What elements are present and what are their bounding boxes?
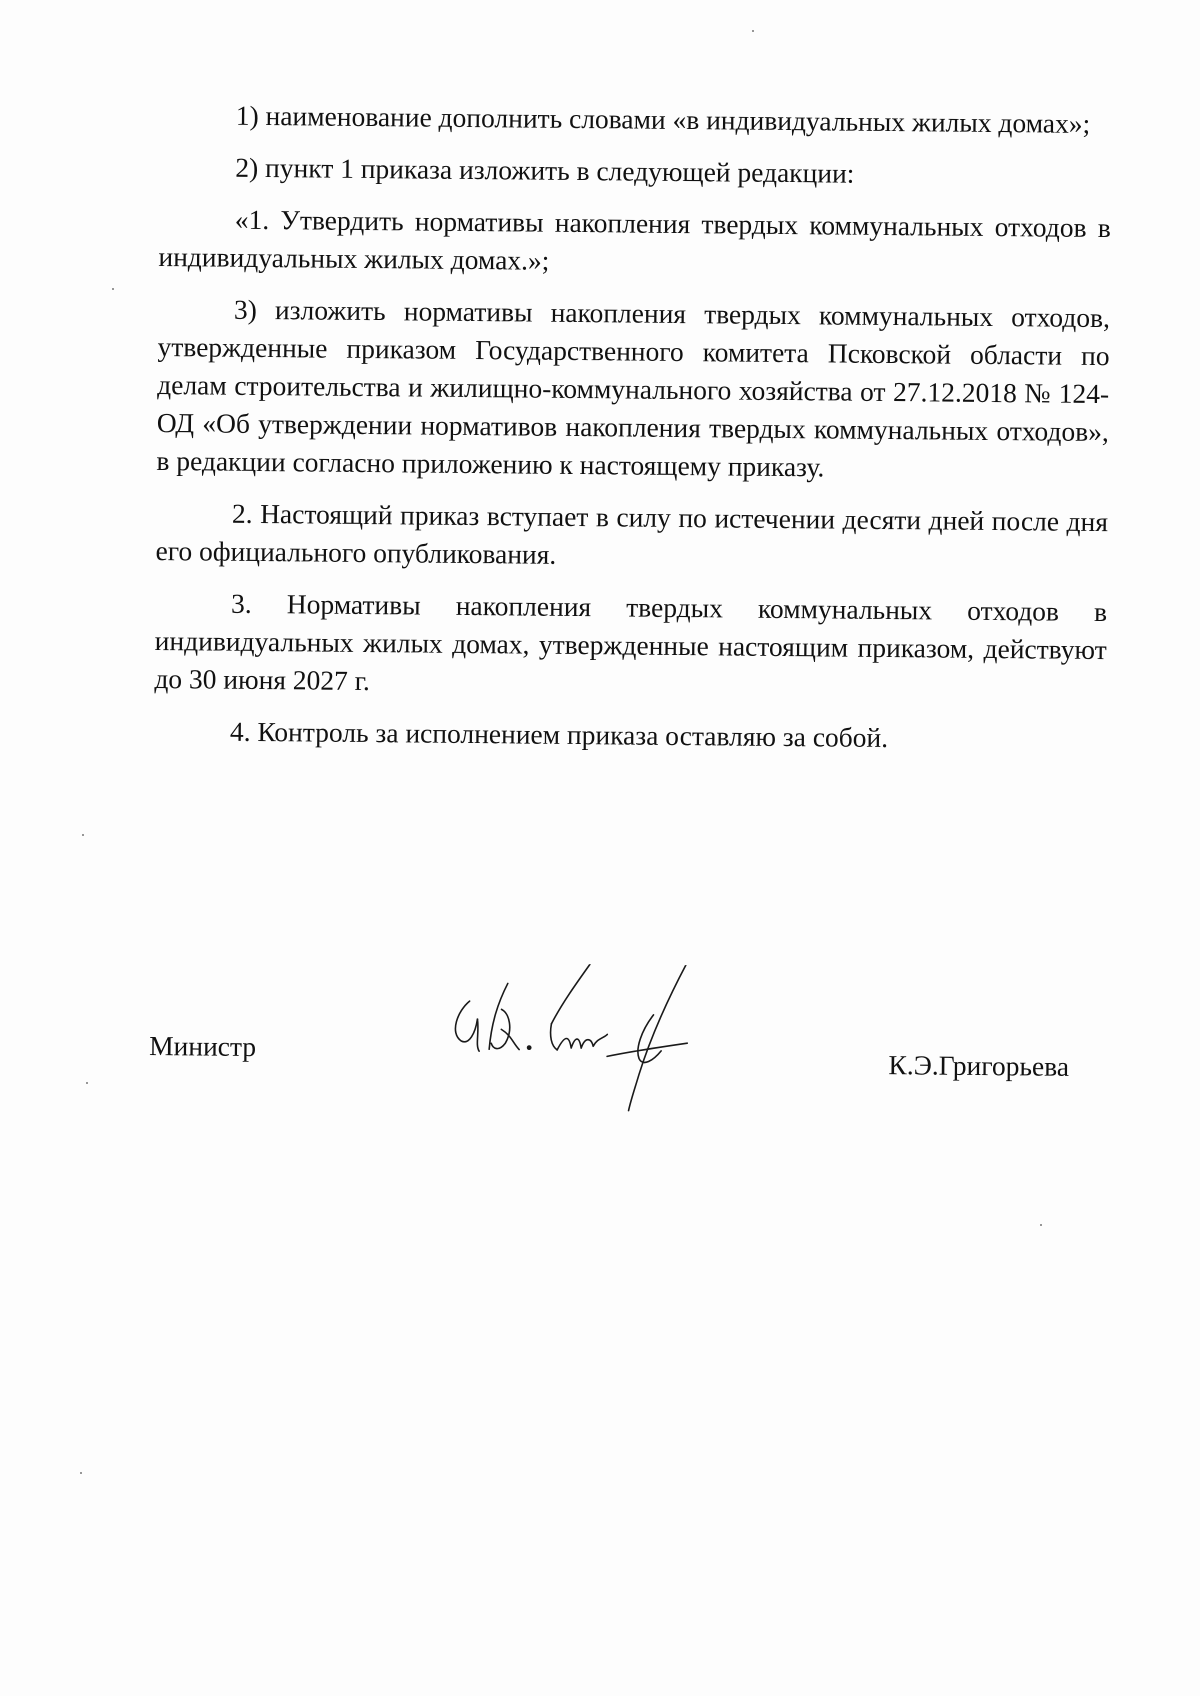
paragraph-effective-date: 2. Настоящий приказ вступает в силу по истечении десяти дней после дня его официального опубликования. bbox=[155, 497, 1109, 570]
scan-speck bbox=[752, 30, 754, 32]
paragraph-new-item-1-text: «1. Утвердить нормативы накопления твердых коммунальных отходов в индивидуальных жилых домах.»; bbox=[158, 203, 1111, 276]
paragraph-amend-title: 1) наименование дополнить словами «в индивидуальных жилых домах»; bbox=[235, 99, 1091, 139]
scan-speck bbox=[82, 834, 84, 836]
scan-speck bbox=[112, 288, 114, 290]
paragraph-validity-term: 3. Нормативы накопления твердых коммунальных отходов в индивидуальных жилых домах, утвержденные настоящим приказом, действуют до 30 июня 2027 г. bbox=[154, 587, 1108, 697]
scan-speck bbox=[1040, 1224, 1042, 1226]
scan-speck bbox=[86, 1082, 88, 1084]
paragraph-control: 4. Контроль за исполнением приказа оставляю за собой. bbox=[229, 715, 889, 754]
paragraph-amend-norms: 3) изложить нормативы накопления твердых коммунальных отходов, утвержденные приказом Государственного комитета Псковской области по делам строительства и жилищно-коммунального хозяйства от 27.12.2018 № 124-ОД «Об утверждении нормативов накопления твердых коммунальных отходов», в редакции согласно приложению к настоящему приказу. bbox=[156, 293, 1111, 483]
signer-name: К.Э.Григорьева bbox=[888, 1049, 1070, 1082]
paragraph-amend-item-1: 2) пункт 1 приказа изложить в следующей редакции: bbox=[235, 151, 855, 189]
handwritten-signature-icon bbox=[439, 963, 700, 1115]
signer-position: Министр bbox=[149, 1029, 257, 1063]
scan-speck bbox=[80, 1472, 82, 1474]
signature-block bbox=[148, 960, 1069, 1129]
document-body bbox=[154, 96, 1112, 773]
